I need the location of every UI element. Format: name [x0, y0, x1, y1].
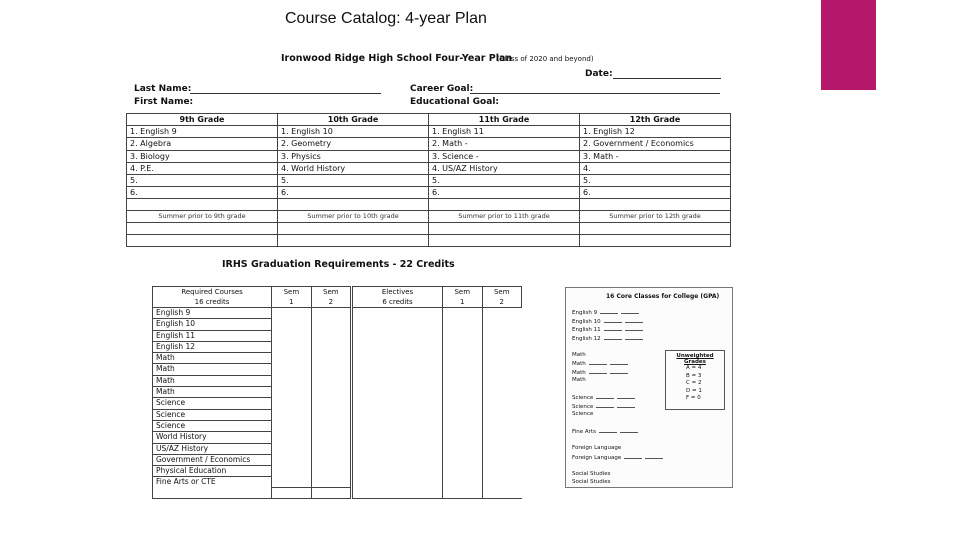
gpa-item: Fine Arts — [572, 427, 663, 436]
plan-cell[interactable]: 1. English 9 — [127, 126, 278, 138]
last-name-line[interactable] — [190, 93, 381, 94]
grade-scale-row: F = 0 — [686, 395, 701, 402]
grade-header: 9th Grade — [127, 114, 278, 126]
required-course: Math — [153, 353, 271, 364]
sem-number: 2 — [499, 298, 504, 306]
career-goal-line[interactable] — [470, 93, 720, 94]
sem1-header — [272, 287, 311, 308]
plan-cell[interactable]: 5. — [278, 174, 429, 186]
date-line[interactable] — [613, 78, 721, 79]
grade-scale-row: D = 1 — [686, 387, 702, 394]
required-course: Government / Economics — [153, 455, 271, 466]
plan-cell[interactable]: 4. — [580, 162, 731, 174]
gpa-item: English 10 — [572, 317, 663, 326]
grade-scale-box — [665, 350, 725, 410]
grade-header: 10th Grade — [278, 114, 429, 126]
gpa-item: Math — [572, 359, 663, 368]
gpa-course-list — [572, 308, 663, 487]
plan-school-title: Ironwood Ridge High School Four-Year Plan — [281, 53, 513, 64]
plan-cell[interactable] — [278, 223, 429, 235]
sem-label: Sem — [323, 288, 339, 296]
sem-label: Sem — [493, 288, 510, 296]
electives-credits-label: 6 credits — [382, 298, 413, 306]
plan-cell[interactable]: 6. — [278, 187, 429, 199]
plan-cell[interactable]: 3. Biology — [127, 150, 278, 162]
gpa-item: Math — [572, 368, 663, 377]
gpa-item: Science — [572, 402, 663, 411]
plan-cell[interactable]: 6. — [127, 187, 278, 199]
plan-cell[interactable]: 2. Geometry — [278, 138, 429, 150]
plan-cell[interactable]: 5. — [580, 174, 731, 186]
elective-sem2-column[interactable] — [482, 308, 522, 499]
plan-cell[interactable]: 3. Science - — [429, 150, 580, 162]
required-course: US/AZ History — [153, 444, 271, 455]
required-course: English 9 — [153, 308, 271, 319]
required-course: Science — [153, 421, 271, 432]
required-course: Physical Education — [153, 466, 271, 477]
summer-cell: Summer prior to 12th grade — [580, 211, 731, 223]
summer-cell: Summer prior to 11th grade — [429, 211, 580, 223]
gpa-item: English 12 — [572, 334, 663, 343]
gpa-item: English 11 — [572, 325, 663, 334]
plan-cell[interactable] — [580, 223, 731, 235]
grade-header: 12th Grade — [580, 114, 731, 126]
required-course: Fine Arts or CTE — [156, 477, 216, 487]
grade-header: 11th Grade — [429, 114, 580, 126]
required-courses-label: Required Courses — [181, 288, 243, 296]
plan-cell[interactable]: 2. Algebra — [127, 138, 278, 150]
electives-label: Electives — [381, 288, 414, 296]
elective-sem1-header — [443, 287, 482, 308]
gpa-item: Science — [572, 393, 663, 402]
first-name-label: First Name: — [134, 97, 194, 107]
electives-column[interactable] — [352, 308, 443, 499]
grade-scale-title: Unweighted Grades — [676, 353, 714, 365]
career-goal-label: Career Goal: — [410, 84, 474, 94]
plan-cell[interactable]: 2. Math - — [429, 138, 580, 150]
summer-cell: Summer prior to 9th grade — [127, 211, 278, 223]
grade-scale-row: C = 2 — [686, 380, 702, 387]
required-course: Math — [153, 387, 271, 398]
elective-sem2-header — [482, 287, 522, 308]
plan-cell[interactable]: 3. Physics — [278, 150, 429, 162]
required-course: English 10 — [153, 319, 271, 330]
sem2-header — [311, 287, 351, 308]
plan-cell[interactable] — [429, 199, 580, 211]
plan-cell[interactable]: 3. Math - — [580, 150, 731, 162]
plan-cell[interactable]: 1. English 10 — [278, 126, 429, 138]
required-course: Math — [153, 364, 271, 375]
plan-cell[interactable] — [127, 199, 278, 211]
plan-cell[interactable]: 5. — [127, 174, 278, 186]
plan-cell[interactable] — [429, 235, 580, 247]
plan-cell[interactable]: 6. — [429, 187, 580, 199]
required-course: English 11 — [153, 331, 271, 342]
required-course: Science — [153, 410, 271, 421]
plan-cell[interactable]: 2. Government / Economics — [580, 138, 731, 150]
gpa-item: Math — [572, 377, 586, 383]
required-course: Math — [153, 376, 271, 387]
plan-cell[interactable] — [127, 223, 278, 235]
gpa-title: 16 Core Classes for College (GPA) — [606, 293, 720, 300]
grade-scale-row: B = 3 — [686, 372, 702, 379]
plan-cell[interactable] — [429, 223, 580, 235]
accent-bar — [821, 0, 876, 90]
required-course: Science — [153, 398, 271, 409]
elective-sem1-column[interactable] — [443, 308, 482, 499]
plan-cell[interactable]: 4. US/AZ History — [429, 162, 580, 174]
gpa-item: Foreign Language — [572, 453, 663, 462]
sem-label: Sem — [283, 288, 300, 296]
summer-cell: Summer prior to 10th grade — [278, 211, 429, 223]
educational-goal-label: Educational Goal: — [410, 97, 500, 107]
grade-scale-row: A = 4 — [686, 365, 702, 371]
plan-cell[interactable]: 4. World History — [278, 162, 429, 174]
plan-cell[interactable] — [127, 235, 278, 247]
gpa-item: Math — [572, 351, 586, 358]
plan-class-note: (Class of 2020 and beyond) — [497, 55, 594, 63]
four-year-plan-table — [126, 113, 731, 247]
gpa-item: English 9 — [572, 308, 663, 317]
gpa-item: Science — [572, 411, 594, 417]
gpa-item: Social Studies — [572, 470, 611, 477]
gpa-card — [565, 287, 733, 488]
plan-cell[interactable]: 5. — [429, 174, 580, 186]
plan-cell[interactable]: 1. English 12 — [580, 126, 731, 138]
plan-cell[interactable] — [580, 199, 731, 211]
electives-header — [352, 287, 443, 308]
plan-cell[interactable] — [278, 199, 429, 211]
sem2-column[interactable] — [311, 308, 351, 499]
required-courses-header — [153, 287, 272, 308]
sem-number: 1 — [460, 298, 465, 306]
sem1-column[interactable] — [272, 308, 311, 499]
date-label: Date: — [585, 69, 613, 79]
sem-number: 1 — [289, 298, 294, 306]
required-credits-label: 16 credits — [194, 298, 230, 306]
slide-title: Course Catalog: 4-year Plan — [285, 10, 487, 27]
sem-label: Sem — [454, 288, 471, 296]
required-courses-column — [153, 308, 272, 499]
required-course: English 12 — [153, 342, 271, 353]
plan-cell[interactable] — [580, 235, 731, 247]
graduation-title: IRHS Graduation Requirements - 22 Credits — [222, 259, 455, 270]
gpa-item: Social Studies — [572, 479, 611, 485]
required-course: World History — [153, 432, 271, 443]
gpa-item: Foreign Language — [572, 445, 622, 451]
plan-cell[interactable] — [278, 235, 429, 247]
graduation-table — [152, 286, 522, 499]
sem-number: 2 — [328, 298, 334, 306]
plan-cell[interactable]: 4. P.E. — [127, 162, 278, 174]
plan-cell[interactable]: 1. English 11 — [429, 126, 580, 138]
plan-cell[interactable]: 6. — [580, 187, 731, 199]
last-name-label: Last Name: — [134, 84, 192, 94]
